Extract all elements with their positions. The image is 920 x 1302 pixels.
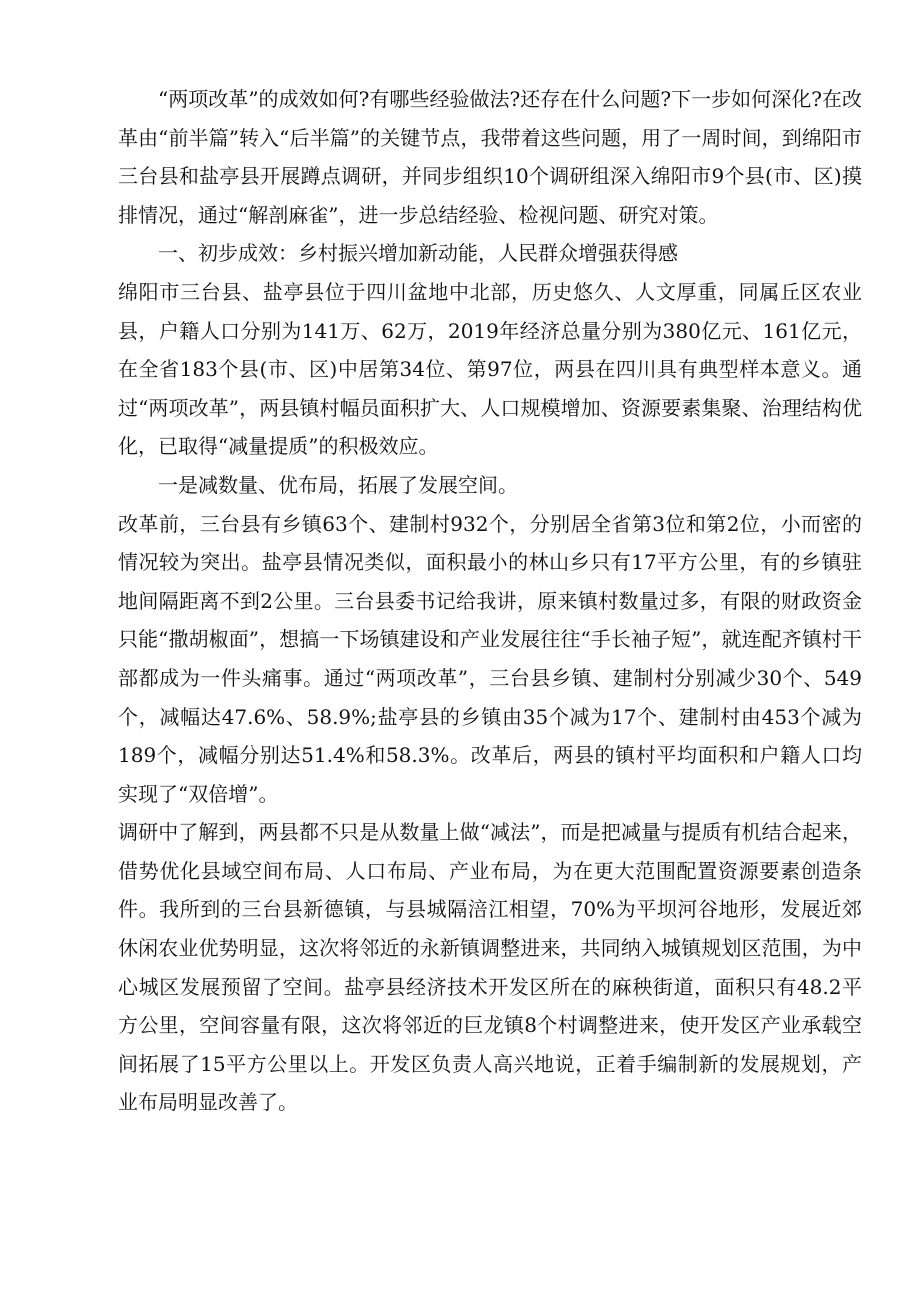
paragraph-county-overview: 绵阳市三台县、盐亭县位于四川盆地中北部，历史悠久、人文厚重，同属丘区农业县，户籍人口分别为141万、62万，2019年经济总量分别为380亿元、161亿元，在全省183个县(市、区)中居第34位、第97位，两县在四川具有典型样本意义。通过“两项改革”，两县镇村幅员面积扩大、人口规模增加、资源要素集聚、治理结构优化，已取得“减量提质”的积极效应。: [118, 279, 862, 459]
paragraph-intro: “两项改革”的成效如何?有哪些经验做法?还存在什么问题?下一步如何深化?在改革由“前半篇”转入“后半篇”的关键节点，我带着这些问题，用了一周时间，到绵阳市三台县和盐亭县开展蹲点调研，并同步组织10个调研组深入绵阳市9个县(市、区)摸排情况，通过“解剖麻雀”，进一步总结经验、检视问题、研究对策。: [118, 87, 862, 227]
paragraph-before-reform: 改革前，三台县有乡镇63个、建制村932个，分别居全省第3位和第2位，小而密的情况较为突出。盐亭县情况类似，面积最小的林山乡只有17平方公里，有的乡镇驻地间隔距离不到2公里。三台县委书记给我讲，原来镇村数量过多，有限的财政资金只能“撒胡椒面”，想搞一下场镇建设和产业发展往往“手长袖子短”，就连配齐镇村干部都成为一件头痛事。通过“两项改革”，三台县乡镇、建制村分别减少30个、549个，减幅达47.6%、58.9%;盐亭县的乡镇由35个减为17个、建制村由453个减为189个，减幅分别达51.4%和58.3%。改革后，两县的镇村平均面积和户籍人口均实现了“双倍增”。: [118, 511, 862, 806]
subheading-reduce-quantity: 一是减数量、优布局，拓展了发展空间。: [158, 472, 518, 497]
paragraph-research-findings: 调研中了解到，两县都不只是从数量上做“减法”，而是把减量与提质有机结合起来，借势优化县域空间布局、人口布局、产业布局，为在更大范围配置资源要素创造条件。我所到的三台县新德镇，与县城隔涪江相望，70%为平坝河谷地形，发展近郊休闲农业优势明显，这次将邻近的永新镇调整进来，共同纳入城镇规划区范围，为中心城区发展预留了空间。盐亭县经济技术开发区所在的麻秧街道，面积只有48.2平方公里，空间容量有限，这次将邻近的巨龙镇8个村调整进来，使开发区产业承载空间拓展了15平方公里以上。开发区负责人高兴地说，正着手编制新的发展规划，产业布局明显改善了。: [118, 820, 862, 1115]
section-heading-initial-results: 一、初步成效：乡村振兴增加新动能，人民群众增强获得感: [158, 241, 678, 266]
document-body: [118, 80, 862, 1122]
